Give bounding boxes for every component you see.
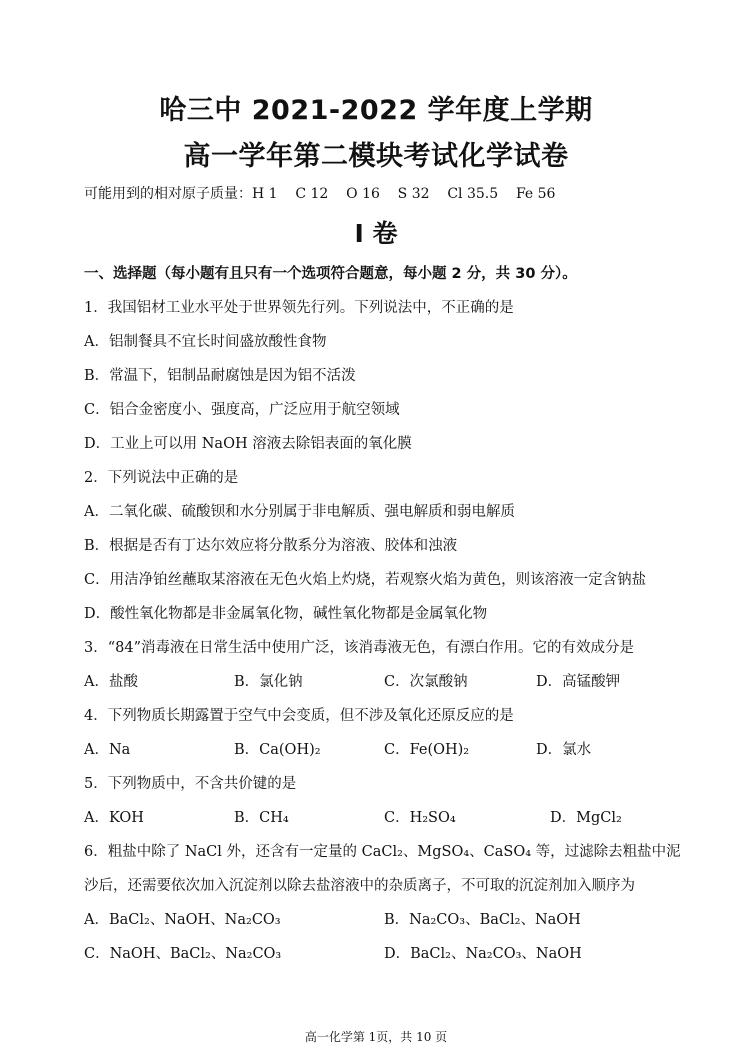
- question-1-option-d: D．工业上可以用 NaOH 溶液去除铝表面的氧化膜: [84, 436, 412, 452]
- question-1-option-b: B．常温下，铝制品耐腐蚀是因为铝不活泼: [84, 368, 356, 384]
- question-6-stem-line2: 沙后，还需要依次加入沉淀剂以除去盐溶液中的杂质离子，不可取的沉淀剂加入顺序为: [84, 878, 635, 894]
- question-4-option-b: B．Ca(OH)₂: [234, 742, 321, 758]
- page-footer: 高一化学第 1页，共 10 页: [304, 1030, 448, 1044]
- question-1-option-c: C．铝合金密度小、强度高，广泛应用于航空领域: [84, 402, 400, 418]
- question-2-option-d: D．酸性氧化物都是非金属氧化物，碱性氧化物都是金属氧化物: [84, 606, 488, 622]
- question-1-stem: 1．我国铝材工业水平处于世界领先行列。下列说法中，不正确的是: [84, 300, 514, 316]
- question-6-option-d: D．BaCl₂、Na₂CO₃、NaOH: [384, 946, 582, 962]
- exam-title-line2: 高一学年第二模块考试化学试卷: [183, 141, 569, 172]
- volume-heading: I 卷: [354, 219, 398, 248]
- question-5-stem: 5．下列物质中，不含共价键的是: [84, 776, 297, 792]
- question-6-stem-line1: 6．粗盐中除了 NaCl 外，还含有一定量的 CaCl₂、MgSO₄、CaSO₄ 等，过滤除去粗盐中泥: [84, 844, 681, 860]
- exam-title-line1: 哈三中 2021-2022 学年度上学期: [159, 95, 593, 126]
- question-6-option-a: A．BaCl₂、NaOH、Na₂CO₃: [84, 912, 281, 928]
- question-4-option-c: C．Fe(OH)₂: [384, 742, 470, 758]
- question-3-option-a: A．盐酸: [84, 674, 138, 690]
- question-5-option-b: B．CH₄: [234, 810, 289, 826]
- question-4-option-d: D．氯水: [536, 742, 592, 758]
- question-6-option-c: C．NaOH、BaCl₂、Na₂CO₃: [84, 946, 282, 962]
- atomic-masses-note: 可能用到的相对原子质量：H 1 C 12 O 16 S 32 Cl 35.5 Fe 56: [84, 186, 556, 202]
- question-3-option-d: D．高锰酸钾: [536, 674, 621, 690]
- question-5-option-d: D．MgCl₂: [550, 810, 622, 826]
- question-2-option-c: C．用洁净铂丝蘸取某溶液在无色火焰上灼烧，若观察火焰为黄色，则该溶液一定含钠盐: [84, 572, 647, 588]
- question-5-option-a: A．KOH: [84, 810, 144, 826]
- question-3-option-c: C．次氯酸钠: [384, 674, 468, 690]
- question-4-stem: 4．下列物质长期露置于空气中会变质，但不涉及氧化还原反应的是: [84, 708, 514, 724]
- question-2-option-a: A．二氧化碳、硫酸钡和水分别属于非电解质、强电解质和弱电解质: [84, 504, 515, 520]
- question-3-option-b: B．氯化钠: [234, 674, 303, 690]
- question-4-option-a: A．Na: [84, 742, 131, 758]
- question-2-option-b: B．根据是否有丁达尔效应将分散系分为溶液、胶体和浊液: [84, 538, 458, 554]
- question-3-stem: 3．“84”消毒液在日常生活中使用广泛，该消毒液无色，有漂白作用。它的有效成分是: [84, 640, 634, 656]
- question-1-option-a: A．铝制餐具不宜长时间盛放酸性食物: [84, 334, 327, 350]
- question-2-stem: 2．下列说法中正确的是: [84, 470, 239, 486]
- question-5-option-c: C．H₂SO₄: [384, 810, 456, 826]
- question-6-option-b: B．Na₂CO₃、BaCl₂、NaOH: [384, 912, 581, 928]
- section-heading: 一、选择题（每小题有且只有一个选项符合题意，每小题 2 分，共 30 分）。: [84, 266, 577, 282]
